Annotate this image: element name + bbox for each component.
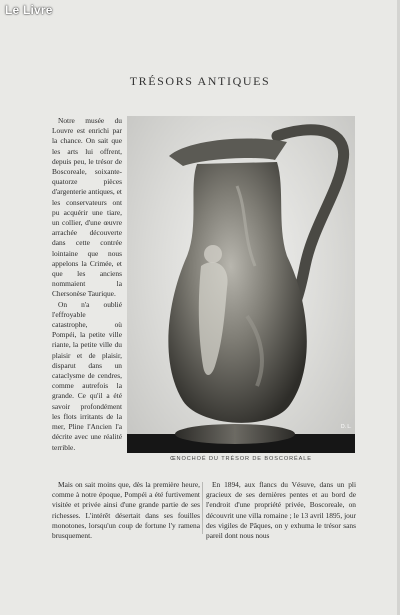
vase-illustration (127, 116, 355, 453)
vase-spout (169, 138, 287, 166)
watermark: Le Livre (5, 3, 53, 17)
photograph-oenochoe (127, 116, 355, 453)
paragraph: Mais on sait moins que, dès la première heure, comme à notre époque, Pompéi a été furtivement visitée et privée ainsi d'une grande partie de ses richesses. L'intérêt désertait dans ses fouilles monotones, lorsqu'un coup de fortune l'y ramena brusquement. (52, 480, 200, 541)
page-title: TRÉSORS ANTIQUES (129, 74, 271, 88)
column-divider (202, 482, 203, 534)
paragraph: En 1894, aux flancs du Vésuve, dans un pli gracieux de ses dernières pentes et au bord de l'endroit d'une propriété privée, Boscoreale, on découvrit une villa romaine ; le 13 avril 1895, jour des vigiles de Pâques, on y exhuma le trésor sans pareil dont nous nous (206, 480, 356, 541)
photo-mark: D. L. (341, 424, 352, 430)
vase-foot (175, 424, 295, 444)
vase-body (168, 162, 306, 423)
photo-caption: ŒNOCHOÉ DU TRÉSOR DE BOSCORÉALE (170, 456, 312, 462)
left-column (52, 116, 122, 453)
paragraph: Notre musée du Louvre est enrichi par la chance. On sait que les arts lui offrent, depuis peu, le trésor de Boscoreale, soixante-quatorze pièces d'argenterie antiques, et les conservateurs ont pu acquérir une tiare, un collier, d'une œuvre arrachée découverte dans cette contrée lointaine que nous appelons la Crimée, et que les anciens nommaient la Chersonèse Taurique. (52, 116, 122, 299)
bottom-right-column (206, 480, 356, 541)
paragraph: On n'a oublié l'effroyable catastrophe, où Pompéi, la petite ville riante, la petite ville du plaisir et de plaisir, disparut dans un cataclysme de cendres, comme autrefois la grande. Ce qu'il a été savoir profondément les flots irritants de la mer, Pline l'Ancien l'a décrite avec une réalité terrible. (52, 299, 122, 452)
relief-figure-head (204, 245, 222, 263)
bottom-left-column (52, 480, 200, 541)
